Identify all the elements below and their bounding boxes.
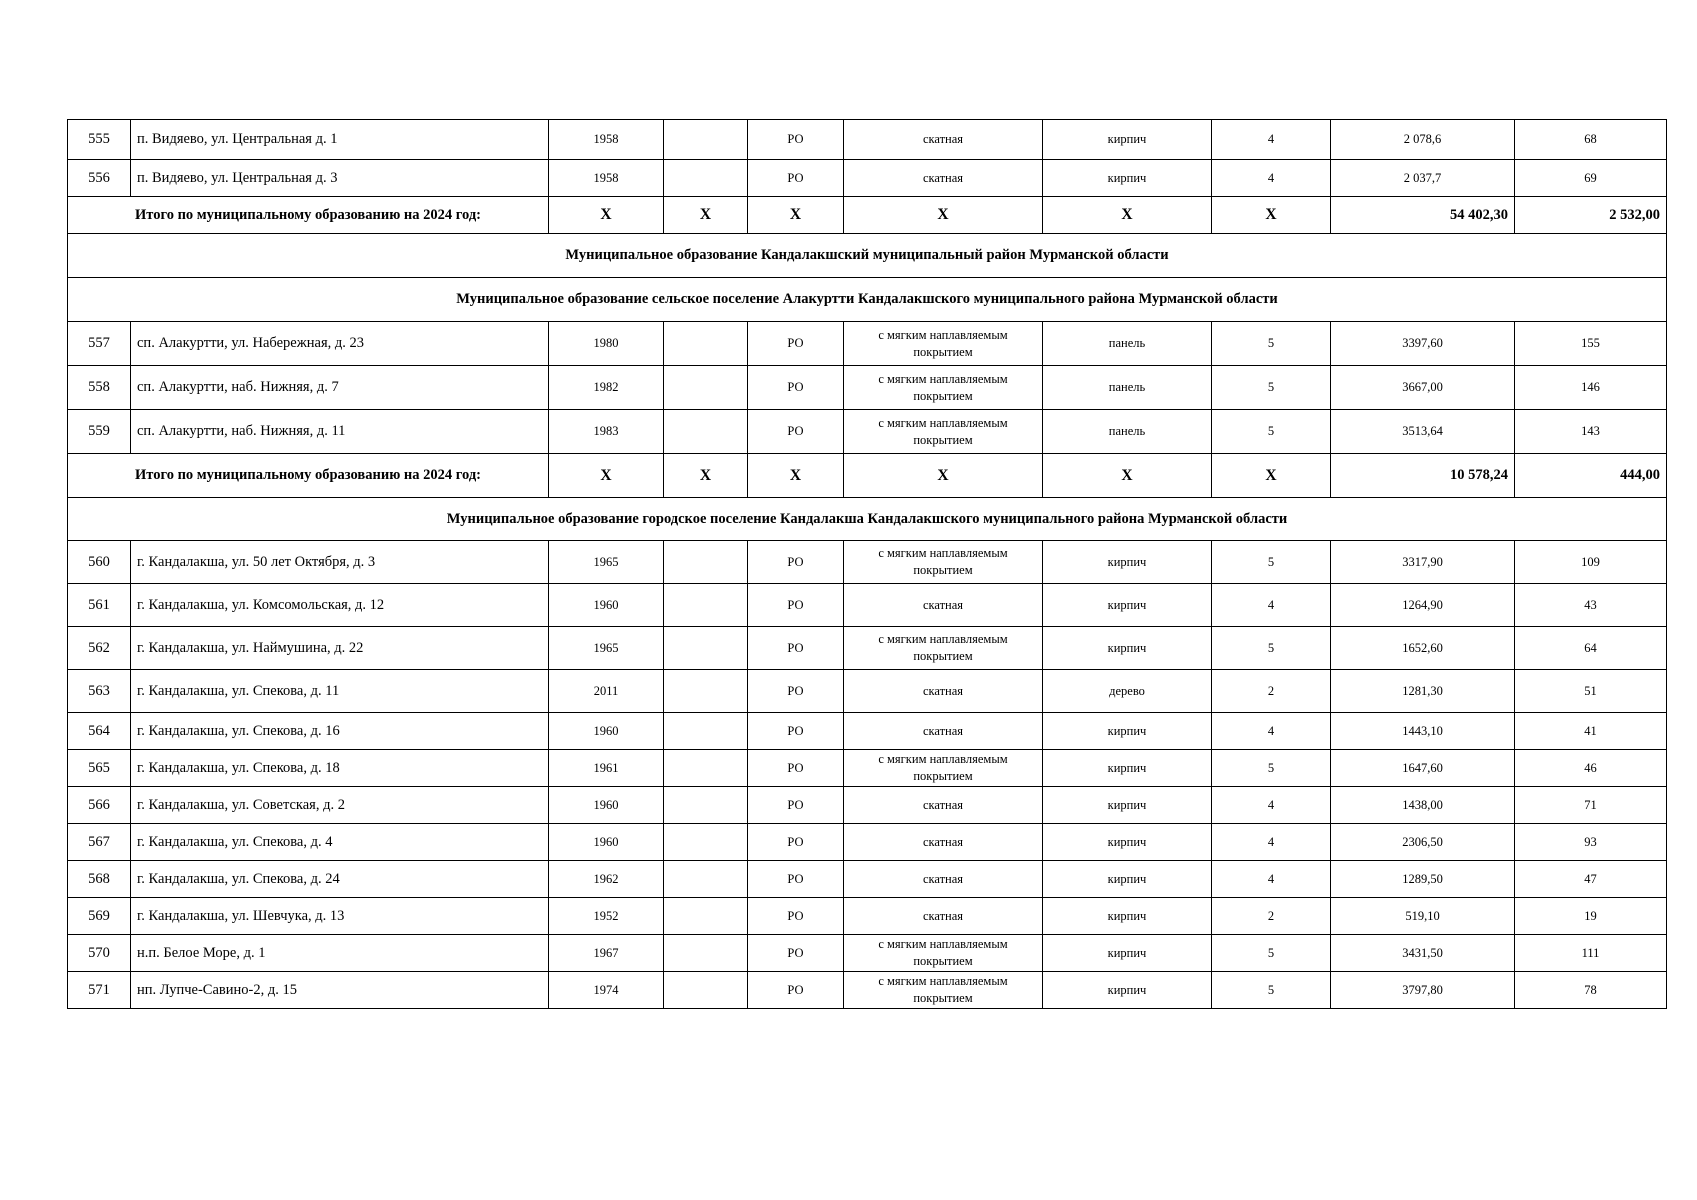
row-number: 556 bbox=[68, 160, 131, 197]
owner-cell: РО bbox=[748, 824, 844, 861]
residents-cell: 46 bbox=[1515, 750, 1667, 787]
table-row bbox=[68, 322, 1667, 366]
address-cell: г. Кандалакша, ул. Шевчука, д. 13 bbox=[131, 898, 549, 935]
year-cell: 1952 bbox=[549, 898, 664, 935]
x-mark-cell: Х bbox=[664, 454, 748, 498]
address-cell: сп. Алакуртти, наб. Нижняя, д. 7 bbox=[131, 366, 549, 410]
x-mark-cell: Х bbox=[844, 197, 1043, 234]
table-row bbox=[68, 824, 1667, 861]
wall-material-cell: дерево bbox=[1043, 670, 1212, 713]
address-cell: г. Кандалакша, ул. Спекова, д. 16 bbox=[131, 713, 549, 750]
wall-material-cell: кирпич bbox=[1043, 824, 1212, 861]
floors-cell: 4 bbox=[1212, 861, 1331, 898]
subtotal-area: 54 402,30 bbox=[1331, 197, 1515, 234]
address-cell: сп. Алакуртти, наб. Нижняя, д. 11 bbox=[131, 410, 549, 454]
residents-cell: 43 bbox=[1515, 584, 1667, 627]
floors-cell: 5 bbox=[1212, 322, 1331, 366]
row-number: 561 bbox=[68, 584, 131, 627]
address-cell: г. Кандалакша, ул. Спекова, д. 24 bbox=[131, 861, 549, 898]
x-mark-cell: Х bbox=[748, 454, 844, 498]
area-cell: 1281,30 bbox=[1331, 670, 1515, 713]
roof-type-cell: скатная bbox=[844, 861, 1043, 898]
row-number: 558 bbox=[68, 366, 131, 410]
year-cell: 1974 bbox=[549, 972, 664, 1009]
year-cell: 1958 bbox=[549, 160, 664, 197]
address-cell: п. Видяево, ул. Центральная д. 3 bbox=[131, 160, 549, 197]
wall-material-cell: кирпич bbox=[1043, 972, 1212, 1009]
x-mark-cell: Х bbox=[1212, 454, 1331, 498]
roof-type-cell: с мягким наплавляемым покрытием bbox=[844, 322, 1043, 366]
table-row bbox=[68, 935, 1667, 972]
roof-type-cell: скатная bbox=[844, 160, 1043, 197]
x-mark-cell: Х bbox=[549, 454, 664, 498]
housing-register-table bbox=[67, 119, 1667, 1009]
address-cell: нп. Лупче-Савино-2, д. 15 bbox=[131, 972, 549, 1009]
roof-type-cell: с мягким наплавляемым покрытием bbox=[844, 366, 1043, 410]
subtotal-area: 10 578,24 bbox=[1331, 454, 1515, 498]
floors-cell: 5 bbox=[1212, 541, 1331, 584]
subtotal-label: Итого по муниципальному образованию на 2024 год: bbox=[68, 454, 549, 498]
residents-cell: 71 bbox=[1515, 787, 1667, 824]
row-number: 555 bbox=[68, 120, 131, 160]
floors-cell: 5 bbox=[1212, 935, 1331, 972]
address-cell: г. Кандалакша, ул. Советская, д. 2 bbox=[131, 787, 549, 824]
owner-cell: РО bbox=[748, 787, 844, 824]
floors-cell: 5 bbox=[1212, 750, 1331, 787]
address-cell: н.п. Белое Море, д. 1 bbox=[131, 935, 549, 972]
address-cell: г. Кандалакша, ул. Спекова, д. 11 bbox=[131, 670, 549, 713]
section-header: Муниципальное образование городское поселение Кандалакша Кандалакшского муниципального района Мурманской области bbox=[68, 498, 1667, 541]
year-cell: 1960 bbox=[549, 584, 664, 627]
address-cell: г. Кандалакша, ул. Спекова, д. 4 bbox=[131, 824, 549, 861]
year-cell: 1961 bbox=[549, 750, 664, 787]
area-cell: 3797,80 bbox=[1331, 972, 1515, 1009]
area-cell: 3317,90 bbox=[1331, 541, 1515, 584]
residents-cell: 69 bbox=[1515, 160, 1667, 197]
floors-cell: 4 bbox=[1212, 120, 1331, 160]
wall-material-cell: кирпич bbox=[1043, 787, 1212, 824]
year-cell: 1958 bbox=[549, 120, 664, 160]
table-row bbox=[68, 366, 1667, 410]
table-row bbox=[68, 972, 1667, 1009]
section-header-row bbox=[68, 278, 1667, 322]
x-mark-cell: Х bbox=[748, 197, 844, 234]
row-number: 562 bbox=[68, 627, 131, 670]
area-cell: 1647,60 bbox=[1331, 750, 1515, 787]
row-number: 570 bbox=[68, 935, 131, 972]
empty-cell bbox=[664, 366, 748, 410]
residents-cell: 68 bbox=[1515, 120, 1667, 160]
section-header-row bbox=[68, 234, 1667, 278]
residents-cell: 111 bbox=[1515, 935, 1667, 972]
subtotal-label: Итого по муниципальному образованию на 2024 год: bbox=[68, 197, 549, 234]
year-cell: 1980 bbox=[549, 322, 664, 366]
empty-cell bbox=[664, 541, 748, 584]
address-cell: п. Видяево, ул. Центральная д. 1 bbox=[131, 120, 549, 160]
x-mark-cell: Х bbox=[549, 197, 664, 234]
area-cell: 1438,00 bbox=[1331, 787, 1515, 824]
area-cell: 1289,50 bbox=[1331, 861, 1515, 898]
row-number: 569 bbox=[68, 898, 131, 935]
empty-cell bbox=[664, 120, 748, 160]
empty-cell bbox=[664, 750, 748, 787]
subtotal-residents: 444,00 bbox=[1515, 454, 1667, 498]
table-row bbox=[68, 898, 1667, 935]
floors-cell: 4 bbox=[1212, 713, 1331, 750]
row-number: 567 bbox=[68, 824, 131, 861]
owner-cell: РО bbox=[748, 713, 844, 750]
table-row bbox=[68, 160, 1667, 197]
year-cell: 1983 bbox=[549, 410, 664, 454]
floors-cell: 4 bbox=[1212, 584, 1331, 627]
area-cell: 3667,00 bbox=[1331, 366, 1515, 410]
owner-cell: РО bbox=[748, 898, 844, 935]
x-mark-cell: Х bbox=[664, 197, 748, 234]
year-cell: 1965 bbox=[549, 627, 664, 670]
residents-cell: 64 bbox=[1515, 627, 1667, 670]
area-cell: 1443,10 bbox=[1331, 713, 1515, 750]
roof-type-cell: скатная bbox=[844, 898, 1043, 935]
empty-cell bbox=[664, 627, 748, 670]
x-mark-cell: Х bbox=[1043, 197, 1212, 234]
empty-cell bbox=[664, 584, 748, 627]
empty-cell bbox=[664, 787, 748, 824]
table-row bbox=[68, 541, 1667, 584]
area-cell: 2 037,7 bbox=[1331, 160, 1515, 197]
year-cell: 1967 bbox=[549, 935, 664, 972]
row-number: 571 bbox=[68, 972, 131, 1009]
wall-material-cell: кирпич bbox=[1043, 120, 1212, 160]
owner-cell: РО bbox=[748, 410, 844, 454]
area-cell: 1652,60 bbox=[1331, 627, 1515, 670]
roof-type-cell: с мягким наплавляемым покрытием bbox=[844, 972, 1043, 1009]
owner-cell: РО bbox=[748, 366, 844, 410]
area-cell: 3513,64 bbox=[1331, 410, 1515, 454]
table-row bbox=[68, 861, 1667, 898]
wall-material-cell: кирпич bbox=[1043, 160, 1212, 197]
empty-cell bbox=[664, 824, 748, 861]
wall-material-cell: кирпич bbox=[1043, 541, 1212, 584]
owner-cell: РО bbox=[748, 160, 844, 197]
subtotal-residents: 2 532,00 bbox=[1515, 197, 1667, 234]
subtotal-row bbox=[68, 197, 1667, 234]
roof-type-cell: с мягким наплавляемым покрытием bbox=[844, 750, 1043, 787]
x-mark-cell: Х bbox=[1212, 197, 1331, 234]
roof-type-cell: с мягким наплавляемым покрытием bbox=[844, 410, 1043, 454]
owner-cell: РО bbox=[748, 541, 844, 584]
section-header: Муниципальное образование сельское поселение Алакуртти Кандалакшского муниципального района Мурманской области bbox=[68, 278, 1667, 322]
floors-cell: 2 bbox=[1212, 670, 1331, 713]
residents-cell: 146 bbox=[1515, 366, 1667, 410]
subtotal-row bbox=[68, 454, 1667, 498]
roof-type-cell: скатная bbox=[844, 584, 1043, 627]
row-number: 568 bbox=[68, 861, 131, 898]
row-number: 566 bbox=[68, 787, 131, 824]
address-cell: г. Кандалакша, ул. Комсомольская, д. 12 bbox=[131, 584, 549, 627]
wall-material-cell: панель bbox=[1043, 322, 1212, 366]
floors-cell: 4 bbox=[1212, 824, 1331, 861]
roof-type-cell: с мягким наплавляемым покрытием bbox=[844, 935, 1043, 972]
floors-cell: 5 bbox=[1212, 410, 1331, 454]
roof-type-cell: с мягким наплавляемым покрытием bbox=[844, 627, 1043, 670]
x-mark-cell: Х bbox=[844, 454, 1043, 498]
year-cell: 1960 bbox=[549, 787, 664, 824]
floors-cell: 5 bbox=[1212, 627, 1331, 670]
area-cell: 1264,90 bbox=[1331, 584, 1515, 627]
owner-cell: РО bbox=[748, 750, 844, 787]
table-row bbox=[68, 670, 1667, 713]
wall-material-cell: панель bbox=[1043, 366, 1212, 410]
address-cell: г. Кандалакша, ул. 50 лет Октября, д. 3 bbox=[131, 541, 549, 584]
area-cell: 519,10 bbox=[1331, 898, 1515, 935]
residents-cell: 155 bbox=[1515, 322, 1667, 366]
wall-material-cell: панель bbox=[1043, 410, 1212, 454]
floors-cell: 4 bbox=[1212, 787, 1331, 824]
residents-cell: 78 bbox=[1515, 972, 1667, 1009]
residents-cell: 47 bbox=[1515, 861, 1667, 898]
area-cell: 3397,60 bbox=[1331, 322, 1515, 366]
year-cell: 1965 bbox=[549, 541, 664, 584]
row-number: 557 bbox=[68, 322, 131, 366]
wall-material-cell: кирпич bbox=[1043, 713, 1212, 750]
x-mark-cell: Х bbox=[1043, 454, 1212, 498]
owner-cell: РО bbox=[748, 627, 844, 670]
address-cell: г. Кандалакша, ул. Спекова, д. 18 bbox=[131, 750, 549, 787]
owner-cell: РО bbox=[748, 584, 844, 627]
empty-cell bbox=[664, 410, 748, 454]
roof-type-cell: скатная bbox=[844, 120, 1043, 160]
owner-cell: РО bbox=[748, 322, 844, 366]
empty-cell bbox=[664, 861, 748, 898]
table-row bbox=[68, 627, 1667, 670]
year-cell: 1962 bbox=[549, 861, 664, 898]
residents-cell: 41 bbox=[1515, 713, 1667, 750]
residents-cell: 143 bbox=[1515, 410, 1667, 454]
row-number: 559 bbox=[68, 410, 131, 454]
roof-type-cell: скатная bbox=[844, 670, 1043, 713]
address-cell: сп. Алакуртти, ул. Набережная, д. 23 bbox=[131, 322, 549, 366]
residents-cell: 19 bbox=[1515, 898, 1667, 935]
empty-cell bbox=[664, 972, 748, 1009]
roof-type-cell: с мягким наплавляемым покрытием bbox=[844, 541, 1043, 584]
roof-type-cell: скатная bbox=[844, 787, 1043, 824]
floors-cell: 4 bbox=[1212, 160, 1331, 197]
year-cell: 1982 bbox=[549, 366, 664, 410]
wall-material-cell: кирпич bbox=[1043, 898, 1212, 935]
wall-material-cell: кирпич bbox=[1043, 861, 1212, 898]
table-row bbox=[68, 787, 1667, 824]
owner-cell: РО bbox=[748, 972, 844, 1009]
owner-cell: РО bbox=[748, 935, 844, 972]
owner-cell: РО bbox=[748, 861, 844, 898]
area-cell: 3431,50 bbox=[1331, 935, 1515, 972]
table-row bbox=[68, 410, 1667, 454]
residents-cell: 93 bbox=[1515, 824, 1667, 861]
empty-cell bbox=[664, 713, 748, 750]
residents-cell: 51 bbox=[1515, 670, 1667, 713]
row-number: 563 bbox=[68, 670, 131, 713]
roof-type-cell: скатная bbox=[844, 824, 1043, 861]
table-row bbox=[68, 713, 1667, 750]
floors-cell: 2 bbox=[1212, 898, 1331, 935]
wall-material-cell: кирпич bbox=[1043, 627, 1212, 670]
year-cell: 1960 bbox=[549, 824, 664, 861]
row-number: 565 bbox=[68, 750, 131, 787]
owner-cell: РО bbox=[748, 670, 844, 713]
row-number: 564 bbox=[68, 713, 131, 750]
wall-material-cell: кирпич bbox=[1043, 750, 1212, 787]
section-header: Муниципальное образование Кандалакшский муниципальный район Мурманской области bbox=[68, 234, 1667, 278]
section-header-row bbox=[68, 498, 1667, 541]
empty-cell bbox=[664, 160, 748, 197]
area-cell: 2 078,6 bbox=[1331, 120, 1515, 160]
empty-cell bbox=[664, 935, 748, 972]
floors-cell: 5 bbox=[1212, 972, 1331, 1009]
residents-cell: 109 bbox=[1515, 541, 1667, 584]
roof-type-cell: скатная bbox=[844, 713, 1043, 750]
table-row bbox=[68, 120, 1667, 160]
year-cell: 1960 bbox=[549, 713, 664, 750]
floors-cell: 5 bbox=[1212, 366, 1331, 410]
empty-cell bbox=[664, 670, 748, 713]
wall-material-cell: кирпич bbox=[1043, 935, 1212, 972]
wall-material-cell: кирпич bbox=[1043, 584, 1212, 627]
row-number: 560 bbox=[68, 541, 131, 584]
year-cell: 2011 bbox=[549, 670, 664, 713]
address-cell: г. Кандалакша, ул. Наймушина, д. 22 bbox=[131, 627, 549, 670]
empty-cell bbox=[664, 322, 748, 366]
empty-cell bbox=[664, 898, 748, 935]
owner-cell: РО bbox=[748, 120, 844, 160]
table-row bbox=[68, 750, 1667, 787]
table-row bbox=[68, 584, 1667, 627]
area-cell: 2306,50 bbox=[1331, 824, 1515, 861]
